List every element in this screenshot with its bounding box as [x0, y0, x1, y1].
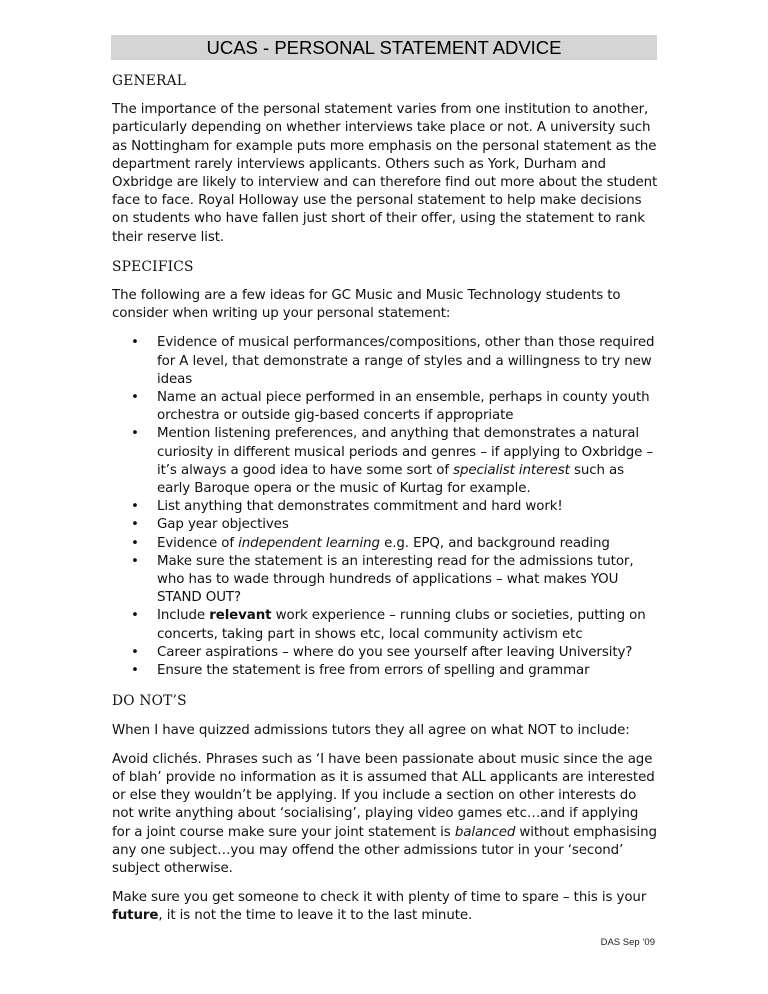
list-item-text: e.g. EPQ, and background reading: [379, 535, 610, 551]
list-item: [112, 425, 660, 498]
specifics-intro: The following are a few ideas for GC Music and Music Technology students to consider when writing up your personal statement:: [112, 288, 621, 322]
list-item-text: such as early Baroque opera or the music of Kurtag for example.: [157, 462, 625, 497]
page-title: UCAS - PERSONAL STATEMENT ADVICE: [111, 35, 657, 60]
list-item-text: Make sure the statement is an interesting read for the admissions tutor, who has to wade through hundreds of applications – what makes YOU STAND OUT?: [157, 553, 634, 606]
list-item-text: Ensure the statement is free from errors of spelling and grammar: [157, 663, 590, 679]
list-item-text: Name an actual piece performed in an ensemble, perhaps in county youth orchestra or outside gig-based concerts if appropriate: [157, 390, 650, 424]
list-item: [112, 662, 660, 680]
list-item-text: Evidence of: [157, 535, 239, 551]
paragraph-text: without emphasising any one subject…you may offend the other admissions tutor in your ‘second’ subject otherwise.: [112, 824, 657, 876]
list-item-text: Evidence of musical performances/compositions, other than those required for A level, that demonstrate a range of styles and a willingness to try new ideas: [157, 335, 655, 387]
emphasis-independent-learning: independent learning: [238, 535, 380, 551]
emphasis-balanced: balanced: [454, 824, 516, 840]
list-item: [112, 644, 660, 662]
specifics-list: [112, 334, 660, 680]
list-item: [112, 334, 660, 389]
general-paragraph: The importance of the personal statement varies from one institution to another, particularly depending on whether interviews take place or not. A university such as Nottingham for example puts more emphasis on the personal statement as the department rarely interviews applicants. Others such as York, Durham and Oxbridge are likely to interview and can therefore find out more about the student face to face. Royal Holloway use the personal statement to help make decisions on students who have fallen just short of their offer, using the statement to rank their reserve list.: [112, 102, 658, 245]
list-item-text: Mention listening preferences, and anything that demonstrates a natural curiosity in different musical periods and genres – if applying to Oxbridge – it’s always a good idea to have some sort of: [157, 426, 654, 478]
list-item-text: Include: [157, 608, 210, 624]
footer-note: DAS Sep ’09: [600, 937, 655, 948]
paragraph-text: Make sure you get someone to check it with plenty of time to spare – this is your: [112, 890, 647, 906]
specifics-heading: SPECIFICS: [112, 258, 194, 275]
closing-paragraph: [112, 889, 660, 925]
bold-relevant: relevant: [209, 608, 272, 624]
donots-heading: DO NOT’S: [112, 693, 187, 710]
donots-paragraph: [112, 751, 660, 878]
paragraph-text: , it is not the time to leave it to the last minute.: [158, 908, 473, 924]
bold-future: future: [112, 908, 159, 924]
general-heading: GENERAL: [112, 73, 187, 89]
list-item-text: List anything that demonstrates commitment and hard work!: [157, 499, 563, 515]
document-body: [112, 72, 660, 937]
list-item: [112, 535, 660, 553]
emphasis-specialist-interest: specialist interest: [453, 462, 570, 478]
list-item: [112, 498, 660, 516]
list-item: [112, 553, 660, 608]
list-item-text: Gap year objectives: [157, 517, 289, 533]
paragraph-text: Avoid clichés. Phrases such as ‘I have been passionate about music since the age of blah’ provide no information as it is assumed that ALL applicants are interested or else they wouldn’t be applying. If you include a section on other interests do not write anything about ‘socialising’, playing video games etc…and if applying for a joint course make sure your joint statement is: [112, 751, 655, 840]
donots-intro: When I have quizzed admissions tutors they all agree on what NOT to include:: [112, 722, 630, 738]
list-item: [112, 389, 660, 425]
list-item: [112, 607, 660, 643]
list-item-text: Career aspirations – where do you see yourself after leaving University?: [157, 644, 633, 660]
list-item: [112, 516, 660, 534]
list-item-text: work experience – running clubs or societies, putting on concerts, taking part in shows etc, local community activism etc: [157, 608, 646, 642]
